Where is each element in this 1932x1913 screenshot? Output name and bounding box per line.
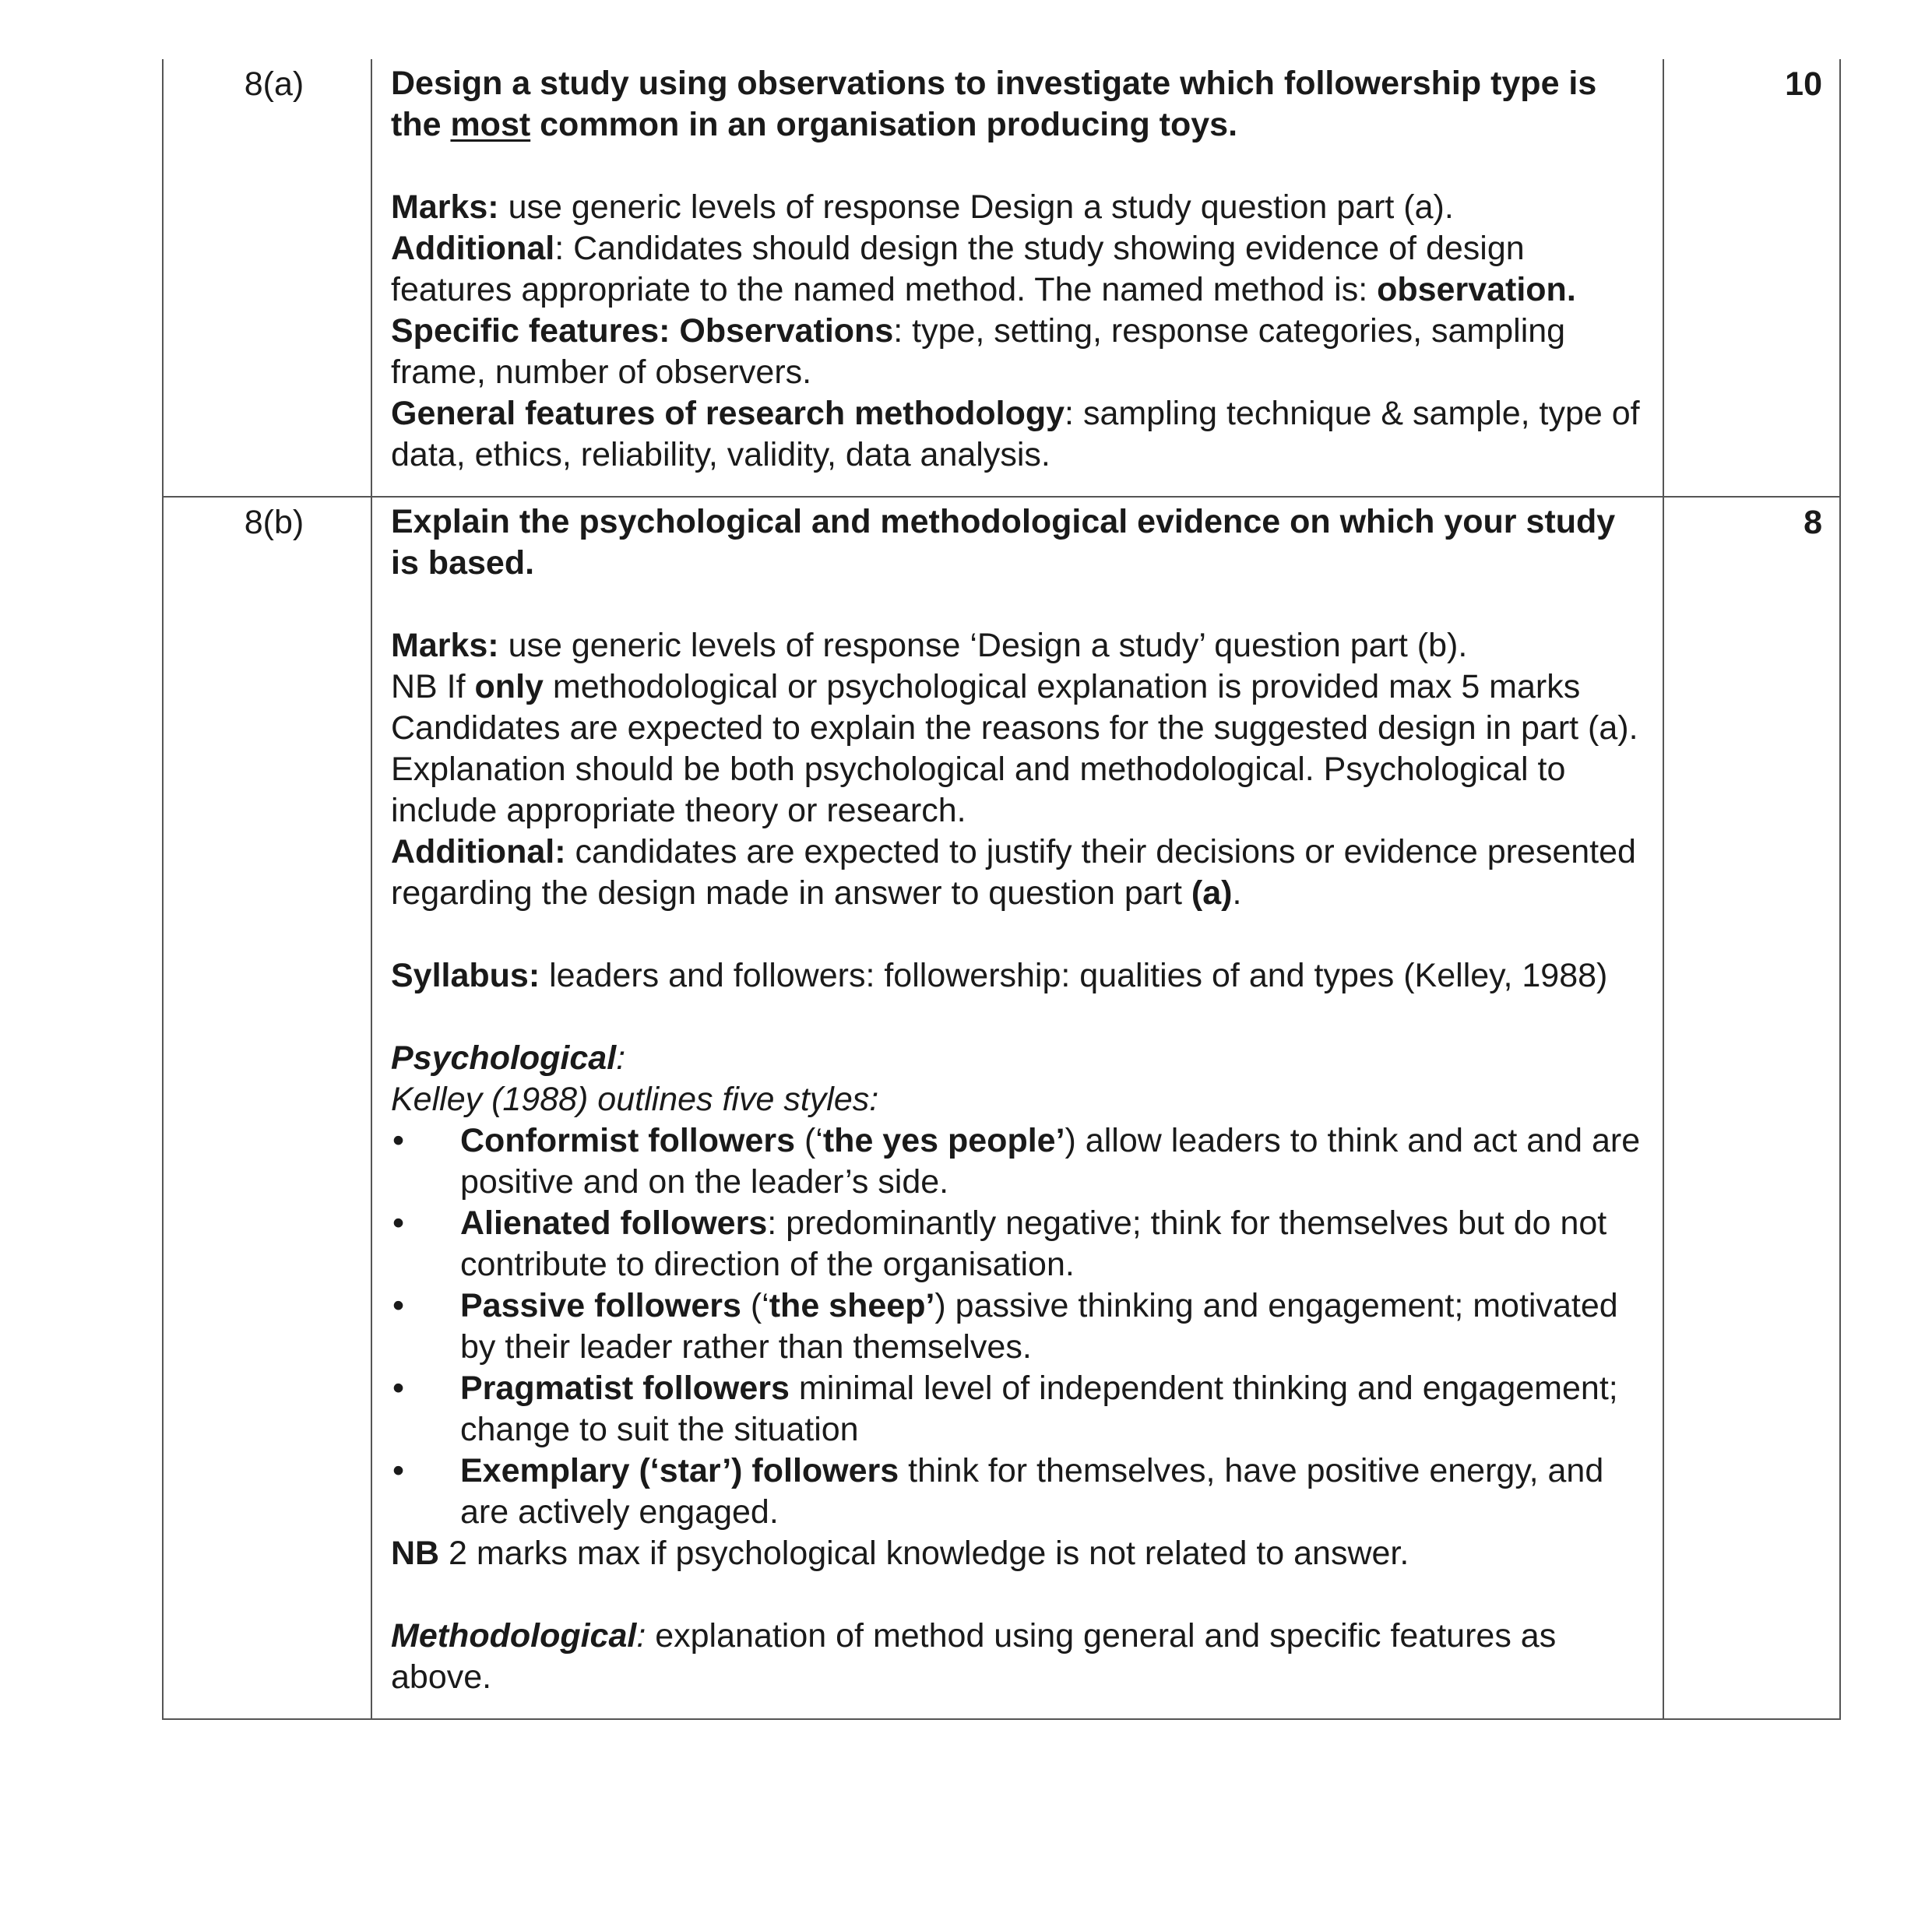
marks-cell xyxy=(1663,59,1840,497)
question-prompt: Design a study using observations to investigate which followership type is the most common in an organisation producing toys. xyxy=(391,65,1597,143)
answer-cell xyxy=(371,59,1663,497)
marks-guidance: Marks: use generic levels of response ‘Design a study’ question part (b). xyxy=(391,627,1468,664)
additional-guidance: Additional: candidates are expected to justify their decisions or evidence presented regarding the design made in answer to question part (a). xyxy=(391,833,1636,912)
general-features: General features of research methodology: sampling technique & sample, type of data, ethics, reliability, validity, data analysis. xyxy=(391,395,1640,473)
psychological-heading: Psychological: xyxy=(391,1039,626,1077)
nb-note: NB If only methodological or psychological explanation is provided max 5 marks xyxy=(391,668,1581,705)
marks-cell xyxy=(1663,497,1840,1719)
question-number: 8(b) xyxy=(244,504,304,541)
question-number: 8(a) xyxy=(244,65,304,103)
additional-guidance: Additional: Candidates should design the study showing evidence of design features appropriate to the named method. The named method is: observation. xyxy=(391,230,1576,308)
specific-features: Specific features: Observations: type, setting, response categories, sampling frame, number of observers. xyxy=(391,312,1566,391)
marks-guidance: Marks: use generic levels of response Design a study question part (a). xyxy=(391,188,1454,226)
nb-max-note: NB 2 marks max if psychological knowledge is not related to answer. xyxy=(391,1535,1409,1572)
list-item: • Passive followers (‘the sheep’) passive thinking and engagement; motivated by their leader rather than themselves. xyxy=(391,1285,1645,1368)
marks-value: 10 xyxy=(1785,65,1822,103)
question-number-cell xyxy=(163,497,371,1719)
question-prompt: Explain the psychological and methodological evidence on which your study is based. xyxy=(391,503,1616,582)
mark-scheme-table xyxy=(162,59,1841,1720)
table-row xyxy=(163,497,1840,1719)
kelley-intro: Kelley (1988) outlines five styles: xyxy=(391,1081,879,1118)
list-item: • Alienated followers: predominantly negative; think for themselves but do not contribute to direction of the organisation. xyxy=(391,1203,1645,1285)
methodological-note: Methodological: explanation of method using general and specific features as above. xyxy=(391,1617,1557,1696)
answer-cell xyxy=(371,497,1663,1719)
candidates-guidance: Candidates are expected to explain the reasons for the suggested design in part (a). Explanation should be both psychological and methodological. Psychological to include appropriate theory or research. xyxy=(391,709,1638,829)
list-item: • Pragmatist followers minimal level of independent thinking and engagement; change to suit the situation xyxy=(391,1368,1645,1451)
marks-value: 8 xyxy=(1804,504,1822,541)
list-item: • Exemplary (‘star’) followers think for themselves, have positive energy, and are actively engaged. xyxy=(391,1451,1645,1533)
list-item: • Conformist followers (‘the yes people’) allow leaders to think and act and are positive and on the leader’s side. xyxy=(391,1120,1645,1203)
followership-styles-list xyxy=(391,1120,1645,1533)
question-number-cell xyxy=(163,59,371,497)
table-row xyxy=(163,59,1840,497)
syllabus-note: Syllabus: leaders and followers: followership: qualities of and types (Kelley, 1988) xyxy=(391,957,1608,994)
